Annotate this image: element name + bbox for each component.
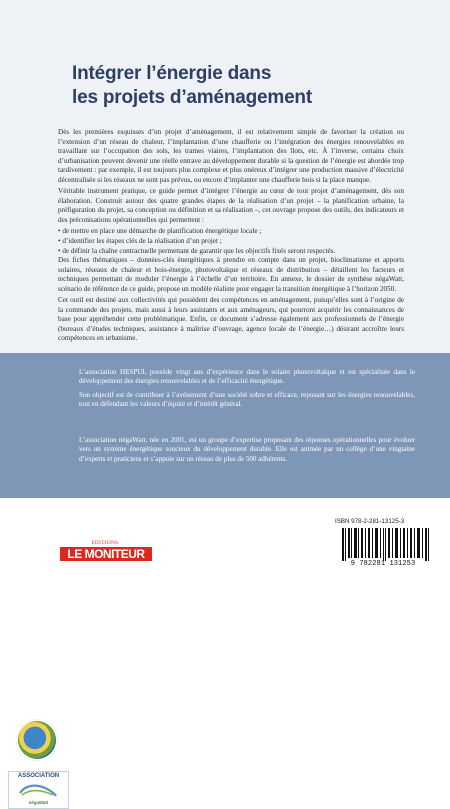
description-paragraph-1: Dès les premières esquisses d’un projet d’aménagement, il est relativement simple de favoriser la création ou l’extension d’un réseau de chaleur, l’implantation d’une chaufferie ou l’intégration des énergies renouvelables en travaillant sur l’occupation des sols, les trames viaires, l’implantation des îlots, etc. À l’inverse, certains choix d’urbanisation peuvent devenir une réelle entrave au développement durable si la question de l’énergie est abordée trop tardivement : par exemple, il est toujours plus complexe et plus onéreux d’intégrer une production massive d’électricité décentralisée si les réseaux ne sont pas prévus, ou encore d’implanter une chaufferie bois si la place manque. [58, 128, 404, 184]
description-text [58, 128, 404, 346]
hespul-logo-icon [16, 719, 58, 761]
description-paragraph-4: Cet outil est destiné aux collectivités qui possèdent des compétences en aménagement, puisqu’elles sont à l’origine de la commande des projets, mais aussi à leurs assistants et aux aménageurs, qui pourront acquérir les connaissances de base pour appréhender cette problématique. Enfin, ce document s’adresse également aux professionnels de l’énergie (bureaux d’études techniques, assistance à maîtrise d’ouvrage, agence locale de l’énergie…) désirant accroître leurs compétences en urbanisme. [58, 296, 404, 343]
description-paragraph-2: Véritable instrument pratique, ce guide permet d’intégrer l’énergie au cœur de tout projet d’aménagement, dès son élaboration. Construit autour des quatre grandes étapes de la réalisation d’un projet – la planification urbaine, la préfiguration du projet, sa conception ou définition et sa réalisation –, cet ouvrage propose des outils, des indicateurs et des préconisations opérationnelles qui permettent : [58, 187, 404, 224]
negawatt-logo-bottom-label: négaWatt [28, 800, 49, 805]
book-title-line-2: les projets d’aménagement [72, 87, 312, 108]
negawatt-logo-top-label: ASSOCIATION [17, 773, 60, 779]
description-bullet-3: • de définir la chaîne contractuelle permettant de garantir que les objectifs fixés seront respectés. [58, 246, 336, 255]
description-paragraph-3: Des fiches thématiques – données-clés énergétiques à prendre en compte dans un projet, bioclimatisme et apports solaires, réseaux de chaleur et bois-énergie, photovoltaïque et réseaux de distribution – détaillent les facteurs et techniques permettant de moduler l’énergie à l’échelle d’un territoire. En annexe, le dossier de synthèse négaWatt, scénario de référence de ce guide, propose un modèle réaliste pour engager la transition énergétique à l’horizon 2050. [58, 256, 404, 293]
negawatt-description: L’association négaWatt, née en 2001, est un groupe d’expertise proposant des réponses opérationnelles pour évoluer vers un système énergétique soucieux du développement durable. Elle est animée par un collège d’une vingtaine d’experts et praticiens et s’appuie sur un réseau de plus de 500 adhérents. [79, 436, 415, 463]
hespul-description-2: Son objectif est de contribuer à l’avènement d’une société sobre et efficace, reposant sur les énergies renouvelables, tout en défendant les valeurs d’équité et d’intérêt général. [79, 391, 415, 409]
barcode-number: 9 782281 131253 [350, 560, 416, 568]
negawatt-swoosh-icon [18, 782, 58, 798]
hespul-logo-label: HESPUL [23, 762, 51, 769]
publisher-logo-top: EDITIONS [81, 540, 129, 547]
description-bullet-1: • de mettre en place une démarche de planification énergétique locale ; [58, 227, 262, 236]
hespul-description-1: L’association HESPUL possède vingt ans d’expérience dans le solaire photovoltaïque et est spécialisée dans le développement des énergies renouvelables et de l’efficacité énergétique. [79, 368, 415, 386]
barcode-icon [342, 528, 430, 561]
book-title-line-1: Intégrer l’énergie dans [72, 63, 272, 84]
negawatt-logo [8, 771, 69, 809]
book-title [72, 62, 412, 110]
publisher-logo [60, 540, 152, 564]
isbn-text: ISBN 978-2-281-13125-3 [335, 518, 405, 525]
description-bullet-2: • d’identifier les étapes clés de la réalisation d’un projet ; [58, 237, 222, 246]
publisher-logo-main: LE MONITEUR [60, 547, 152, 561]
